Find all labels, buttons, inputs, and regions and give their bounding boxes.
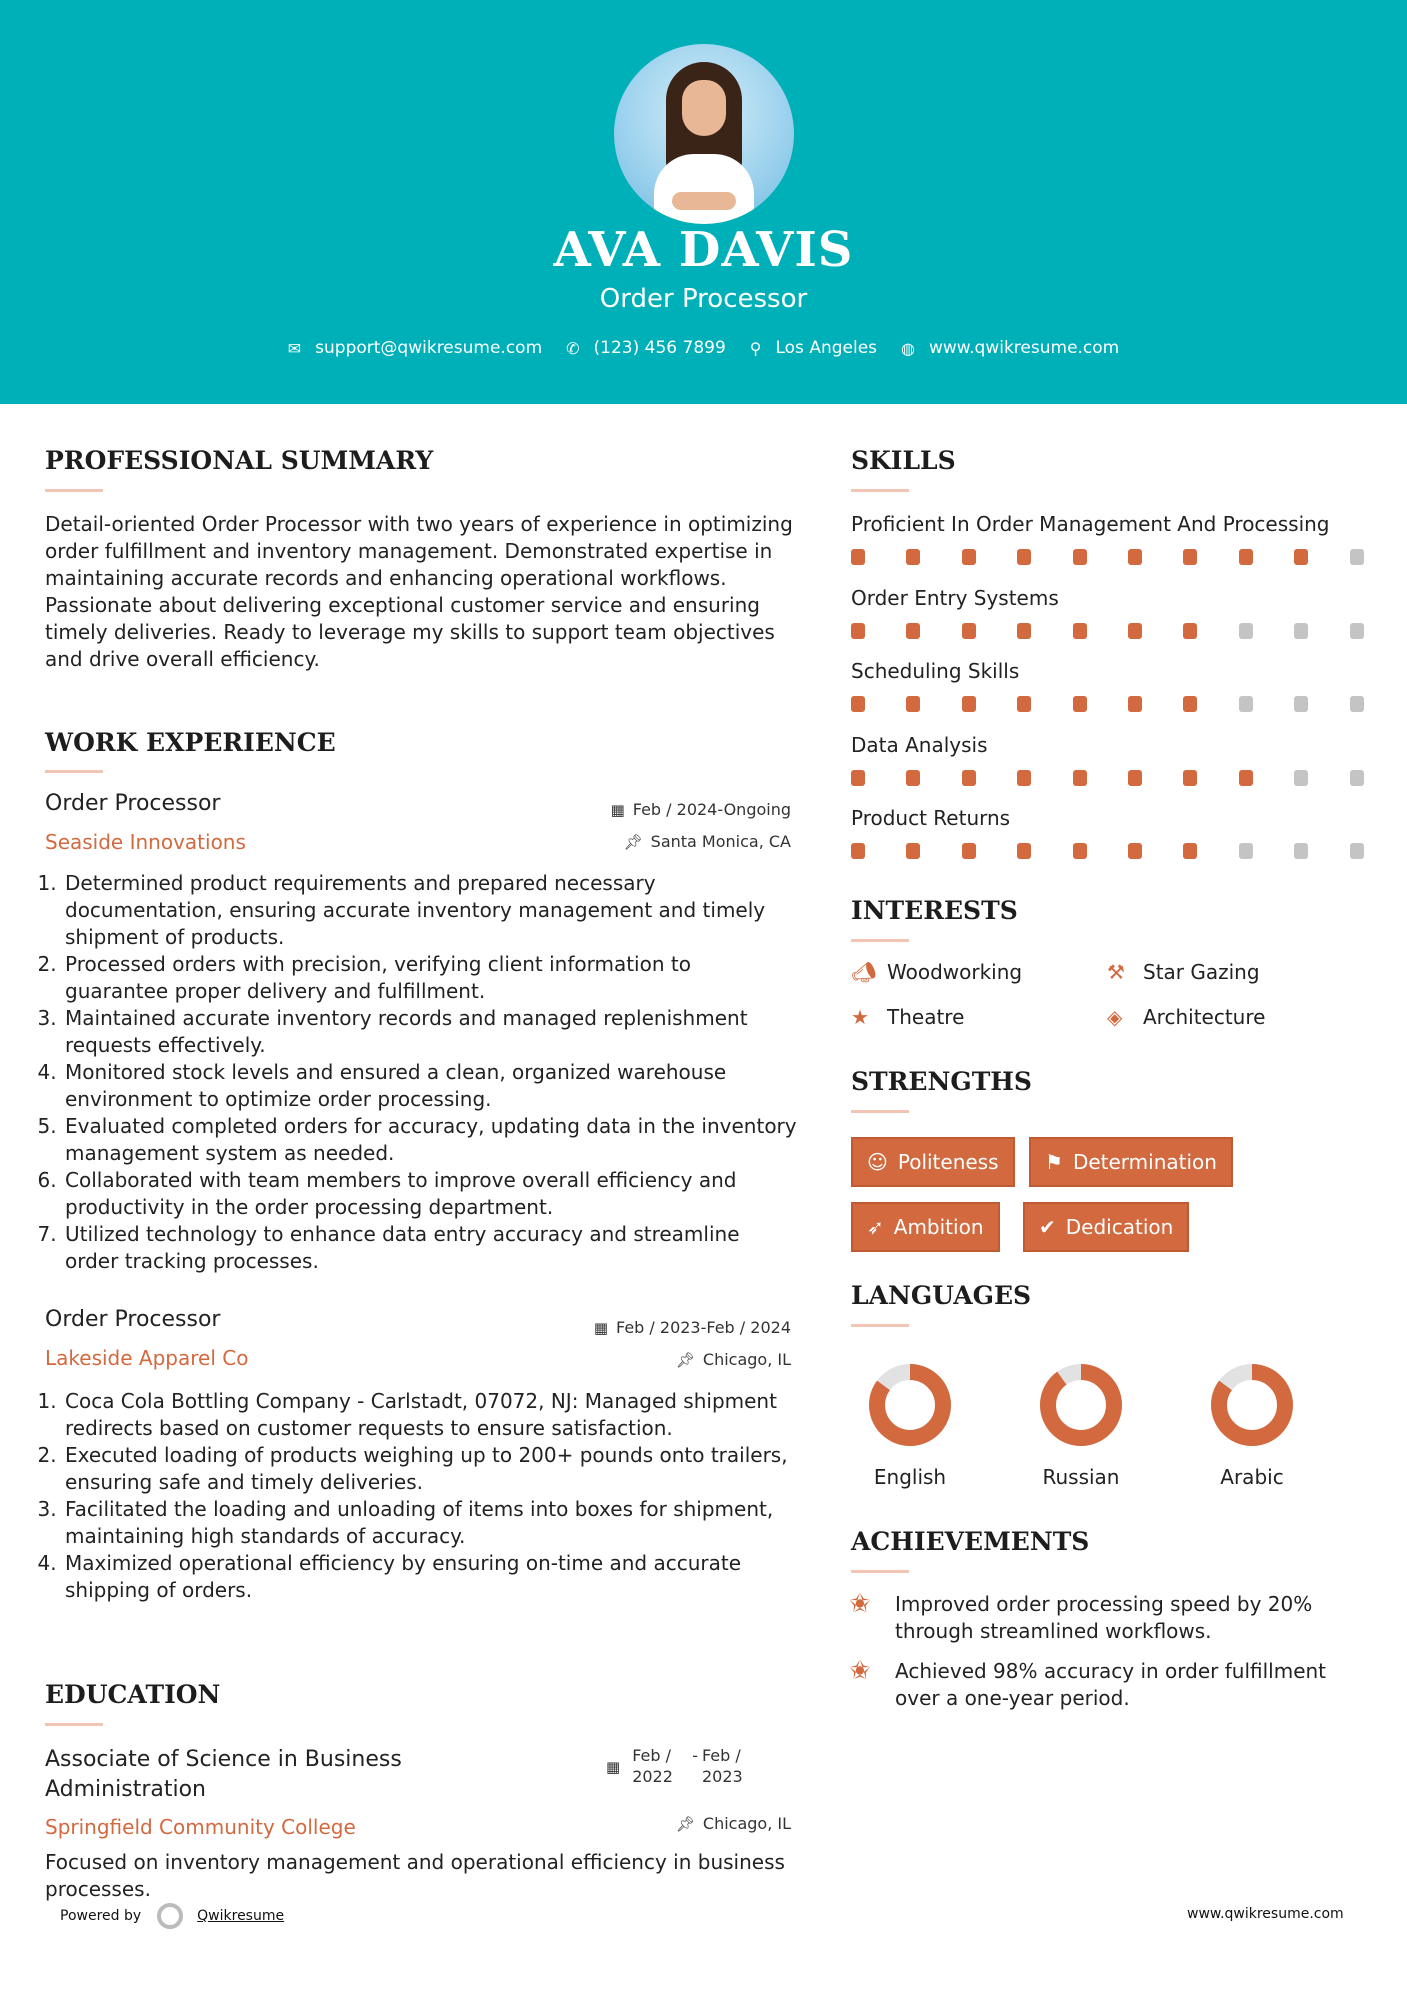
strengths-divider (851, 1110, 909, 1113)
rating-dot (1128, 549, 1142, 565)
languages-divider (851, 1324, 909, 1327)
language-donut (1037, 1361, 1125, 1449)
rating-dot (1294, 843, 1308, 859)
interest-item: ★ Theatre (851, 1005, 965, 1029)
experience-divider (45, 770, 103, 773)
skills-divider (851, 489, 909, 492)
rating-dot (1017, 696, 1031, 712)
job-title: Order Processor (45, 791, 221, 816)
rating-dot (1128, 843, 1142, 859)
rating-dot (906, 696, 920, 712)
rating-dot (1128, 623, 1142, 639)
rating-dot (1239, 549, 1253, 565)
rating-dot (1017, 623, 1031, 639)
phone-text[interactable]: (123) 456 7899 (593, 338, 726, 358)
rating-dot (1017, 843, 1031, 859)
company-name: Lakeside Apparel Co (45, 1346, 249, 1370)
ticket-icon: ◈ (1107, 1005, 1123, 1029)
company-name: Seaside Innovations (45, 830, 246, 854)
interests-divider (851, 939, 909, 942)
strength-chip: ➶ Ambition (851, 1202, 1000, 1252)
phone-icon: ✆ (566, 338, 580, 358)
rating-dot (962, 696, 976, 712)
candidate-title: Order Processor (599, 284, 808, 314)
award-star-icon: ✬ (849, 1656, 871, 1686)
rating-dot (1350, 696, 1364, 712)
languages-heading: LANGUAGES (851, 1281, 1032, 1310)
education-heading: EDUCATION (45, 1680, 221, 1709)
skill-name: Product Returns (851, 806, 1011, 830)
website-text[interactable]: www.qwikresume.com (928, 338, 1120, 358)
interest-item: ◈ Architecture (1107, 1005, 1266, 1029)
rating-dot (1073, 623, 1087, 639)
job-location: 📌︎ Chicago, IL (675, 1350, 791, 1369)
rating-dot (906, 623, 920, 639)
rating-dot (1239, 623, 1253, 639)
calendar-icon: ▦ (606, 1758, 621, 1776)
rating-dot (851, 843, 865, 859)
job-title: Order Processor (45, 1307, 221, 1332)
pin-icon: 📌︎ (675, 1815, 695, 1833)
rating-dot (851, 770, 865, 786)
job-dates: ▦ Feb / 2023-Feb / 2024 (593, 1318, 791, 1337)
job-location: 📌︎ Santa Monica, CA (623, 832, 791, 851)
rating-dot (1183, 623, 1197, 639)
award-star-icon: ✬ (849, 1589, 871, 1619)
job-dates: ▦ Feb / 2024-Ongoing (610, 800, 791, 819)
list-item: 2. Executed loading of products weighing up to 200+ pounds onto trailers, ensuring safe and timely deliveries. (63, 1442, 797, 1496)
smile-icon: ☺ (867, 1150, 888, 1174)
globe-icon: ◍ (901, 338, 915, 358)
rating-dot (962, 549, 976, 565)
rating-dot (1073, 843, 1087, 859)
list-item: 2. Processed orders with precision, verifying client information to guarantee proper delivery and fulfillment. (63, 951, 797, 1005)
rating-dot (1350, 770, 1364, 786)
rating-dot (962, 623, 976, 639)
education-location: 📌︎ Chicago, IL (675, 1814, 791, 1833)
rating-dot (1350, 623, 1364, 639)
education-dates: ▦ Feb / 2022 - Feb / 2023 (606, 1746, 743, 1786)
rating-dot (1239, 770, 1253, 786)
list-item: 6. Collaborated with team members to improve overall efficiency and productivity in the order processing department. (63, 1167, 797, 1221)
language-name: Arabic (1220, 1465, 1284, 1489)
calendar-icon: ▦ (610, 801, 625, 819)
candidate-name: AVA DAVIS (553, 222, 854, 278)
strength-chip: ⚑ Determination (1029, 1137, 1233, 1187)
achievements-divider (851, 1570, 909, 1573)
rating-dot (906, 843, 920, 859)
rating-dot (906, 549, 920, 565)
summary-text: Detail-oriented Order Processor with two years of experience in optimizing order fulfillment and inventory management. Demonstrated expertise in maintaining accurate records and enhancing operational workflows. Passionate about delivering exceptional customer service and ensuring timely deliveries. Ready to leverage my skills to support team objectives and drive overall efficiency. (45, 512, 793, 671)
contact-location (750, 338, 877, 358)
job-bullets (45, 870, 797, 1275)
language-donut (1208, 1361, 1296, 1449)
rating-dot (851, 549, 865, 565)
rating-dot (1183, 843, 1197, 859)
rating-dot (906, 770, 920, 786)
achievements-heading: ACHIEVEMENTS (851, 1527, 1090, 1556)
rocket-icon: ➶ (867, 1215, 884, 1239)
qwikresume-logo-icon (157, 1903, 183, 1929)
rating-dot (1017, 770, 1031, 786)
rating-dot (1183, 770, 1197, 786)
footer-site[interactable]: www.qwikresume.com (1187, 1906, 1344, 1922)
flag-icon: ⚑ (1045, 1150, 1063, 1174)
rating-dot (1128, 696, 1142, 712)
rating-dot (1294, 549, 1308, 565)
strength-chip: ☺ Politeness (851, 1137, 1015, 1187)
location-text: Los Angeles (775, 338, 878, 358)
skill-name: Data Analysis (851, 732, 988, 757)
strengths-heading: STRENGTHS (851, 1067, 1032, 1096)
star-icon: ★ (851, 1005, 869, 1029)
profile-photo (614, 44, 794, 224)
contact-phone[interactable] (566, 338, 726, 358)
contact-email[interactable] (288, 338, 542, 358)
degree-title: Associate of Science in Business Administration (45, 1747, 402, 1802)
rating-dot (851, 623, 865, 639)
language-name: English (873, 1465, 947, 1489)
brand-link[interactable]: Qwikresume (197, 1908, 285, 1924)
rating-dot (1128, 770, 1142, 786)
map-pin-icon: ⚲ (749, 338, 762, 358)
envelope-icon: ✉ (287, 338, 302, 358)
school-name: Springfield Community College (45, 1815, 356, 1839)
rating-dot (1294, 696, 1308, 712)
rating-dot (1073, 696, 1087, 712)
rating-dot (1239, 696, 1253, 712)
summary-heading: PROFESSIONAL SUMMARY (45, 446, 434, 475)
job-bullets (45, 1388, 797, 1604)
rating-dot (1183, 549, 1197, 565)
rating-dot (851, 696, 865, 712)
list-item: 3. Maintained accurate inventory records and managed replenishment requests effectively. (63, 1005, 797, 1059)
pin-icon: 📌︎ (623, 833, 643, 851)
language-name: Russian (1042, 1465, 1120, 1489)
rating-dot (1294, 770, 1308, 786)
education-text: Focused on inventory management and operational efficiency in business processes. (45, 1850, 785, 1901)
contact-website[interactable] (901, 338, 1119, 358)
rating-dot (1294, 623, 1308, 639)
rating-dot (1350, 843, 1364, 859)
list-item: 5. Evaluated completed orders for accuracy, updating data in the inventory management system as needed. (63, 1113, 797, 1167)
strength-chip: ✔ Dedication (1023, 1202, 1189, 1252)
list-item: 1. Coca Cola Bottling Company - Carlstadt, 07072, NJ: Managed shipment redirects based on customer requests to ensure satisfaction. (63, 1388, 797, 1442)
experience-heading: WORK EXPERIENCE (45, 728, 336, 757)
email-text[interactable]: support@qwikresume.com (315, 338, 543, 358)
list-item: 4. Maximized operational efficiency by ensuring on-time and accurate shipping of orders. (63, 1550, 797, 1604)
rating-dot (1183, 696, 1197, 712)
check-circle-icon: ✔ (1039, 1215, 1056, 1239)
contact-bar (0, 338, 1407, 358)
powered-by: Powered by Qwikresume (60, 1903, 284, 1929)
education-divider (45, 1723, 103, 1726)
skill-name: Order Entry Systems (851, 585, 1059, 610)
summary-divider (45, 489, 103, 492)
header-banner (0, 0, 1407, 404)
list-item: 4. Monitored stock levels and ensured a clean, organized warehouse environment to optimize order processing. (63, 1059, 797, 1113)
achievement-item: Improved order processing speed by 20% through streamlined workflows. (895, 1592, 1313, 1643)
skill-name: Proficient In Order Management And Processing (851, 512, 1330, 536)
rating-dot (1073, 549, 1087, 565)
rating-dot (962, 843, 976, 859)
pin-icon: 📌︎ (675, 1351, 695, 1369)
language-donut (866, 1361, 954, 1449)
megaphone-icon: 📣︎ (851, 960, 877, 984)
rating-dot (1017, 549, 1031, 565)
interest-item: 📣︎ Woodworking (851, 960, 1023, 984)
interest-item: ⚒ Star Gazing (1107, 960, 1260, 984)
rating-dot (962, 770, 976, 786)
skills-heading: SKILLS (851, 446, 956, 475)
calendar-icon: ▦ (593, 1319, 608, 1337)
list-item: 3. Facilitated the loading and unloading of items into boxes for shipment, maintaining high standards of accuracy. (63, 1496, 797, 1550)
list-item: 7. Utilized technology to enhance data entry accuracy and streamline order tracking processes. (63, 1221, 797, 1275)
rating-dot (1239, 843, 1253, 859)
rating-dot (1073, 770, 1087, 786)
gavel-icon: ⚒ (1107, 960, 1125, 984)
donut-fill (1048, 1372, 1114, 1438)
rating-dot (1350, 549, 1364, 565)
interests-heading: INTERESTS (851, 896, 1018, 925)
achievement-item: Achieved 98% accuracy in order fulfillment over a one-year period. (895, 1659, 1327, 1710)
skill-name: Scheduling Skills (851, 659, 1020, 683)
list-item: 1. Determined product requirements and prepared necessary documentation, ensuring accurate inventory management and timely shipment of products. (63, 870, 797, 951)
